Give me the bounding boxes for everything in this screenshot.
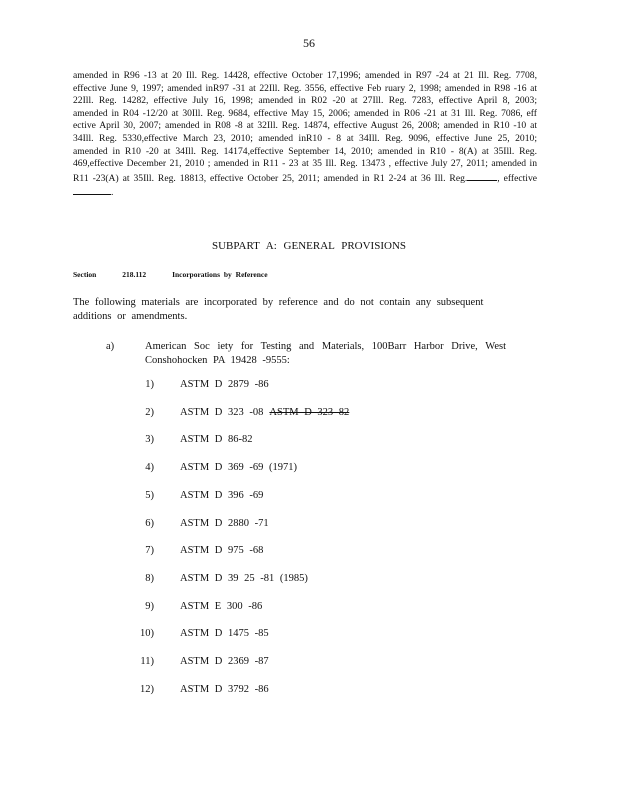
- standard-text: ASTM D 369 -69 (1971): [180, 462, 297, 474]
- list-item-standard: [180, 518, 269, 529]
- section-heading: [73, 270, 290, 279]
- section-title: Incorporations by Reference: [172, 270, 268, 279]
- standard-text: ASTM D 323 -08: [180, 406, 264, 418]
- list-item-number: 10): [140, 628, 154, 640]
- page-number: 56: [303, 36, 315, 50]
- amendment-history-text: amended in R96 -13 at 20 Ill. Reg. 14428, effective October 17,1996; amended in R97 -24 at 21 Ill. Reg. 7708, effective June 9, 1997; amended inR97 -31 at 22Ill. Reg. 3556, effective Feb ruary 2, 1998; amended in R98 -16 at 22Ill. Reg. 14282, effective July 16, 1998; amended in R02 -20 at 27Ill. Reg. 7283, effective April 8, 2003; amended in R04 -12/20 at 30Ill. Reg. 9684, effective May 15, 2006; amended in R06 -21 at 31 Ill. Reg. 7086, eff ective April 30, 2007; amended in R08 -8 at 32Ill. Reg. 14874, effective August 26, 2008; amended in R10 -10 at 34Ill. Reg. 5330,effective March 23, 2010; amended inR10 - 8 at 34Ill. Reg. 9096, effective June 25, 2010; amended in R10 -20 at 34Ill. Reg. 14174,effective September 14, 2010; amended in R10 - 8(A) at 35Ill. Reg. 469,effective December 21, 2010 ; amended in R11 - 23 at 35 Ill. Reg. 13473 , effective July 27, 2011; amended in R11 -23(A) at 35Ill. Reg. 18813, effective October 25, 2011; amended in R1 2-24 at 36 Ill. Reg.: [73, 70, 537, 184]
- subsection-text: American Soc iety for Testing and Materials, 100Barr Harbor Drive, West Conshohocken PA 19428 -9555:: [145, 341, 506, 366]
- list-item-standard: [180, 573, 308, 584]
- list-item-number: 9): [145, 600, 154, 612]
- list-item-number: 5): [145, 489, 154, 501]
- effective-label: effective: [503, 172, 538, 184]
- history-period: .: [111, 187, 114, 199]
- standard-text: ASTM D 975 -68: [180, 545, 264, 557]
- list-item-standard: [180, 490, 263, 501]
- list-item-standard: [180, 656, 269, 667]
- list-item-number: 4): [145, 462, 154, 474]
- list-item-number: 7): [145, 545, 154, 557]
- blank-date-line: [73, 185, 111, 195]
- section-label: Section: [73, 270, 97, 279]
- standard-text: ASTM D 2879 -86: [180, 379, 269, 390]
- blank-reg-line: [467, 171, 497, 181]
- list-item-number: 1): [145, 379, 154, 390]
- list-item-standard: [180, 628, 269, 639]
- subsection-marker: a): [106, 341, 115, 352]
- list-item-standard: [180, 434, 253, 445]
- standard-text: ASTM D 86-82: [180, 434, 253, 446]
- section-number: 218.112: [122, 270, 147, 279]
- list-item-number: 8): [145, 572, 154, 584]
- amendment-history: amended in R96 -13 at 20 Ill. Reg. 14428, effective October 17,1996; amended in R97 -24 at 21 Ill. Reg. 7708, effective June 9, 1997; amended inR97 -31 at 22Ill. Reg. 3556, effective Feb ruary 2, 1998; amended in R98 -16 at 22Ill. Reg. 14282, effective July 16, 1998; amended in R02 -20 at 27Ill. Reg. 7283, effective April 8, 2003; amended in R04 -12/20 at 30Ill. Reg. 9684, effective May 15, 2006; amended in R06 -21 at 31 Ill. Reg. 7086, eff ective April 30, 2007; amended in R08 -8 at 32Ill. Reg. 14874, effective August 26, 2008; amended in R10 -10 at 34Ill. Reg. 5330,effective March 23, 2010; amended inR10 - 8 at 34Ill. Reg. 9096, effective June 25, 2010; amended in R10 -20 at 34Ill. Reg. 14174,effective September 14, 2010; amended in R10 - 8(A) at 35Ill. Reg. 469,effective December 21, 2010 ; amended in R11 - 23 at 35 Ill. Reg. 13473 , effective July 27, 2011; amended in R11 -23(A) at 35Ill. Reg. 18813, effective October 25, 2011; amended in R1 2-24 at 36 Ill. Reg. , effective .: [73, 70, 538, 199]
- list-item-standard: [180, 462, 297, 473]
- subpart-heading: SUBPART A: GENERAL PROVISIONS: [212, 240, 406, 252]
- list-item-standard: [180, 684, 269, 695]
- standard-text: ASTM D 2880 -71: [180, 517, 269, 529]
- list-item-number: 2): [145, 406, 154, 418]
- struck-standard-text: ASTM D 323 82: [269, 406, 350, 418]
- list-item-standard: [180, 407, 349, 418]
- list-item-number: 3): [145, 434, 154, 446]
- list-item-standard: [180, 601, 262, 612]
- list-item-number: 12): [140, 683, 154, 695]
- standard-text: ASTM D 39 25 -81 (1985): [180, 572, 308, 584]
- intro-paragraph: The following materials are incorporated by reference and do not contain any subsequent additions or amendments.: [73, 297, 484, 322]
- list-item-standard: [180, 379, 269, 390]
- subsection-a: [106, 340, 506, 367]
- standard-text: ASTM D 2369 -87: [180, 656, 269, 667]
- list-item-number: 6): [145, 517, 154, 529]
- list-item-standard: [180, 545, 263, 556]
- standard-text: ASTM D 396 -69: [180, 489, 264, 501]
- standard-text: ASTM D 1475 -85: [180, 628, 269, 640]
- list-item-number: 11): [140, 656, 154, 667]
- standard-text: ASTM E 300 -86: [180, 600, 263, 612]
- standard-text: ASTM D 3792 -86: [180, 683, 269, 695]
